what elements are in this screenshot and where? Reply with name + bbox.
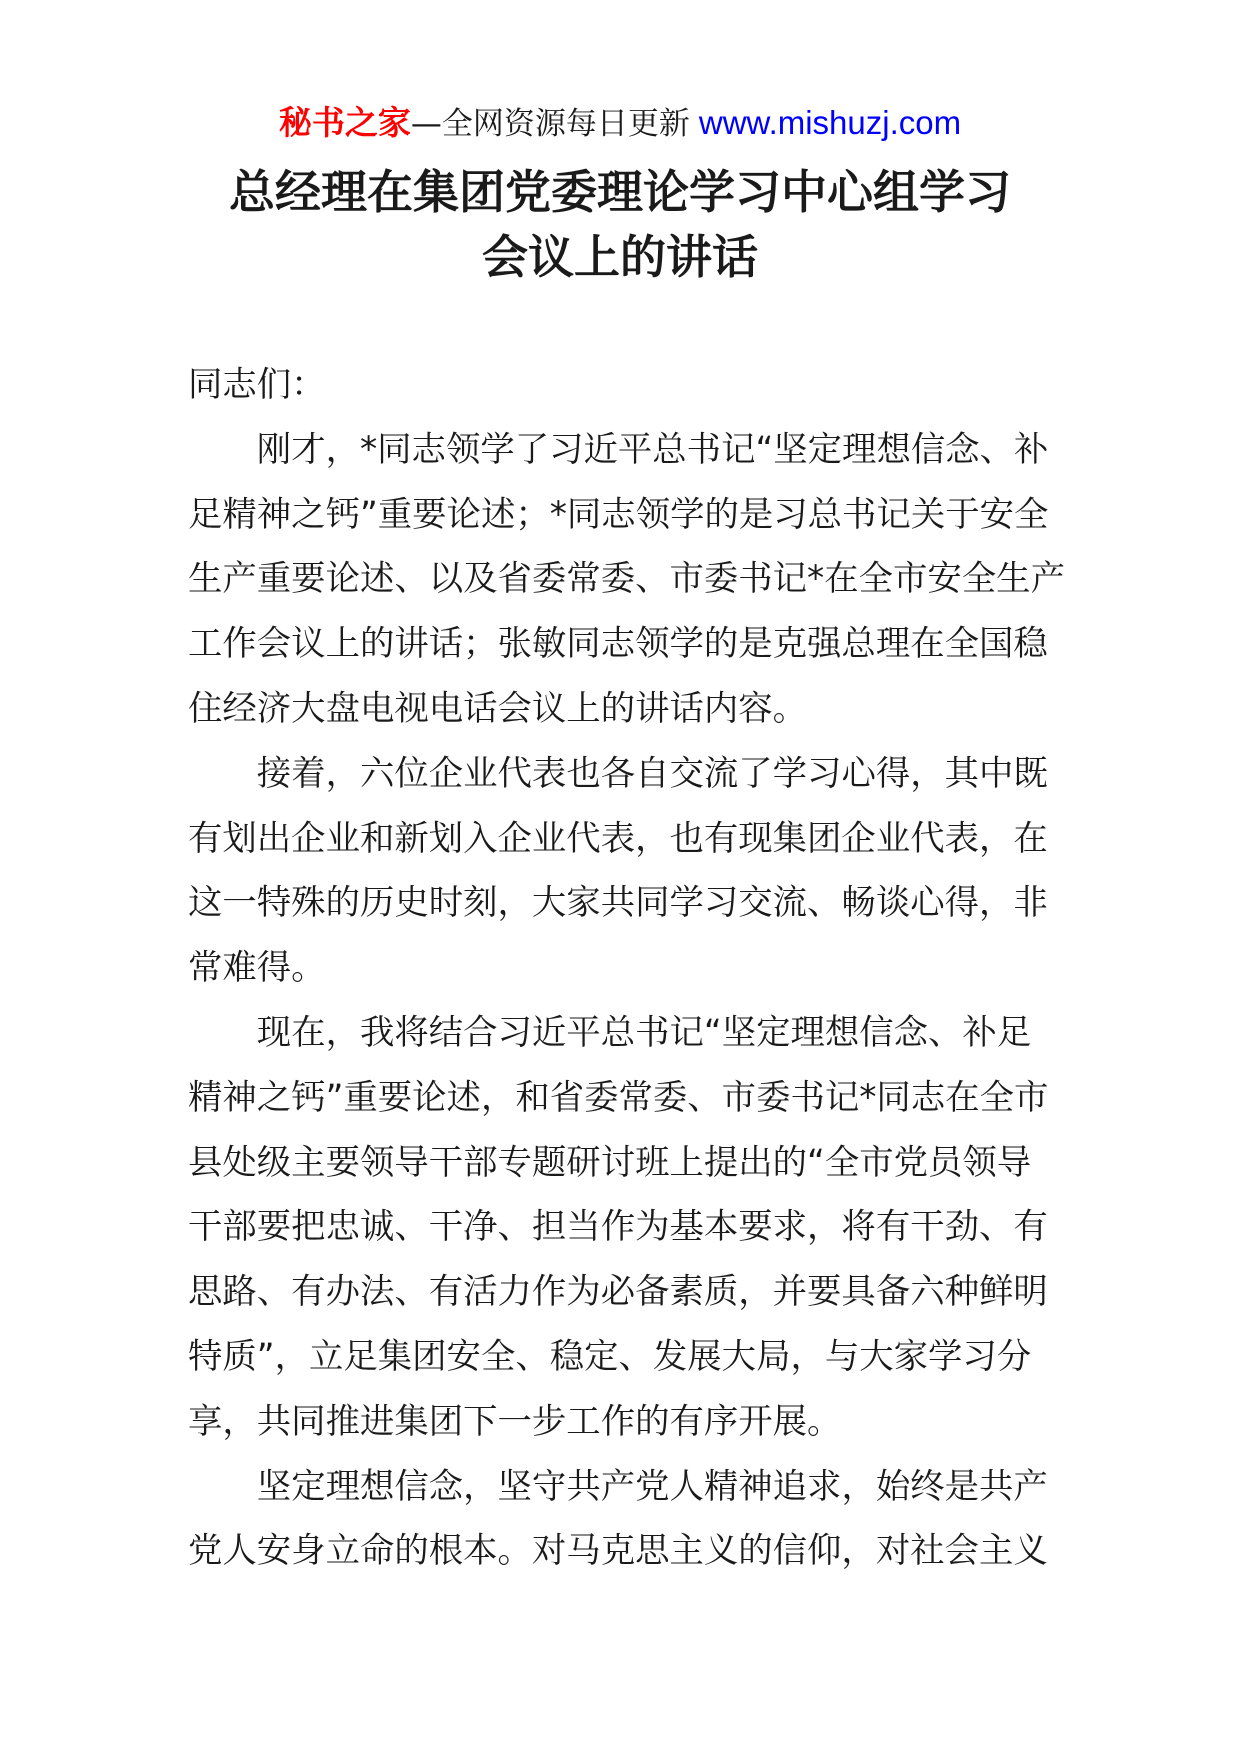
site-tagline: —全网资源每日更新: [410, 106, 690, 142]
paragraph-line: 住经济大盘电视电话会议上的讲话内容。: [188, 688, 808, 729]
paragraph-line: 接着，六位企业代表也各自交流了学习心得，其中既: [256, 753, 1048, 794]
paragraph-line: 足精神之钙”重要论述；*同志领学的是习总书记关于安全: [188, 494, 1049, 535]
paragraph-line: 这一特殊的历史时刻，大家共同学习交流、畅谈心得，非: [188, 883, 1048, 924]
title-line: 总经理在集团党委理论学习中心组学习: [229, 165, 1011, 219]
document-body: [188, 353, 1065, 1584]
salutation: 同志们：: [188, 365, 326, 405]
title-line: 会议上的讲话: [482, 230, 758, 284]
paragraph: [188, 742, 1050, 1001]
paragraph-line: 刚才，*同志领学了习近平总书记“坚定理想信念、补: [256, 429, 1049, 470]
paragraph-line: 党人安身立命的根本。对马克思主义的信仰，对社会主义: [188, 1531, 1048, 1572]
site-header: [0, 100, 1240, 146]
paragraph-line: 特质”，立足集团安全、稳定、发展大局，与大家学习分: [188, 1336, 1032, 1377]
paragraph-line: 思路、有办法、有活力作为必备素质，并要具备六种鲜明: [188, 1272, 1048, 1313]
document-title: [0, 160, 1240, 290]
paragraph-line: 坚定理想信念，坚守共产党人精神追求，始终是共产: [256, 1466, 1048, 1507]
paragraph-line: 干部要把忠诚、干净、担当作为基本要求，将有干劲、有: [188, 1207, 1048, 1248]
paragraph: [188, 1001, 1050, 1455]
paragraph-line: 精神之钙”重要论述，和省委常委、市委书记*同志在全市: [188, 1077, 1049, 1118]
paragraph-line: 生产重要论述、以及省委常委、市委书记*在全市安全生产: [188, 559, 1065, 600]
site-url: www.mishuzj.com: [698, 104, 962, 141]
paragraph-line: 县处级主要领导干部专题研讨班上提出的“全市党员领导: [188, 1142, 1032, 1183]
paragraph-line: 常难得。: [188, 948, 326, 989]
site-name: 秘书之家: [278, 103, 411, 142]
paragraph: [188, 1455, 1050, 1585]
paragraph-line: 有划出企业和新划入企业代表，也有现集团企业代表，在: [188, 818, 1048, 859]
paragraph: [188, 418, 1065, 742]
paragraph-line: 现在，我将结合习近平总书记“坚定理想信念、补足: [256, 1012, 1032, 1053]
paragraph-line: 享，共同推进集团下一步工作的有序开展。: [188, 1401, 842, 1442]
paragraph-line: 工作会议上的讲话；张敏同志领学的是克强总理在全国稳: [188, 624, 1048, 665]
